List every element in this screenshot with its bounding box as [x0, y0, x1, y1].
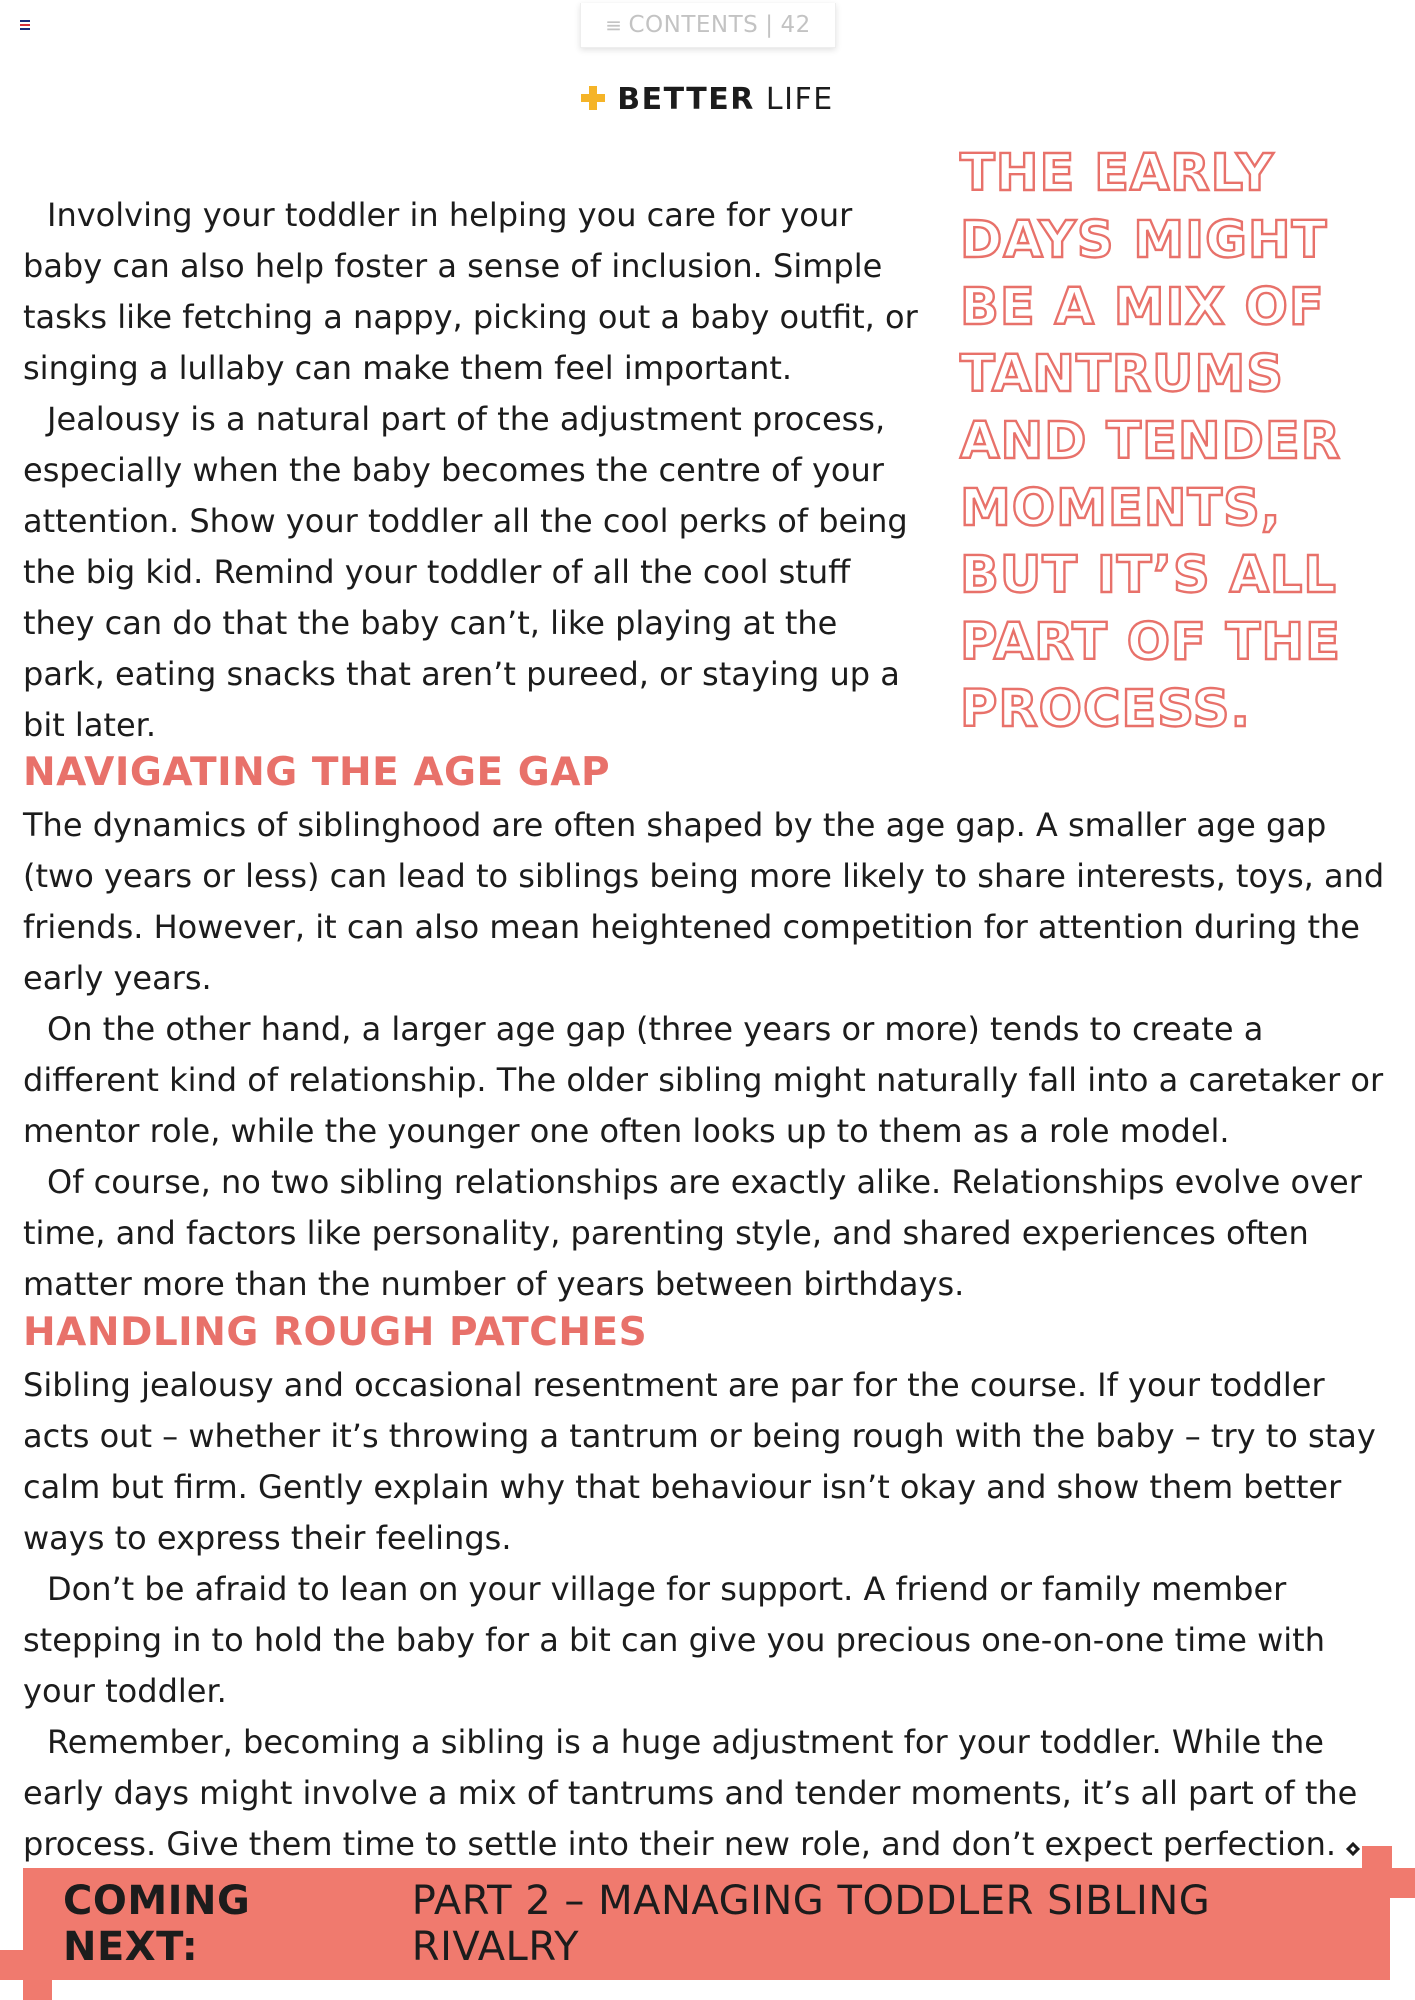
coming-next-banner — [23, 1868, 1390, 1980]
age-gap-heading: NAVIGATING THE AGE GAP — [23, 750, 611, 795]
intro-paragraph-2: Jealousy is a natural part of the adjustment process, especially when the baby becomes the centre of your attention. Show your toddler all the cool perks of being the big kid. Remind your toddler of all the cool stuff they can do that the baby can’t, like playing at the park, eating snacks that aren’t pureed, or staying up a bit later. — [23, 400, 908, 744]
contents-button[interactable] — [580, 3, 836, 48]
rough-patches-heading: HANDLING ROUGH PATCHES — [23, 1310, 648, 1355]
coming-next-title: PART 2 – MANAGING TODDLER SIBLING RIVALRY — [411, 1878, 1211, 1970]
separator: | — [765, 12, 774, 38]
intro-column — [23, 190, 928, 751]
publication-flag-icon — [20, 20, 30, 30]
age-gap-section — [23, 746, 1398, 1310]
banner-decoration — [0, 1980, 23, 2000]
age-gap-paragraph-1: The dynamics of siblinghood are often shaped by the age gap. A smaller age gap (two years or less) can lead to siblings being more likely to share interests, toys, and friends. However, it can also mean heightened competition for attention during the early years. — [23, 806, 1385, 997]
rough-patches-paragraph-1: Sibling jealousy and occasional resentment are par for the course. If your toddler acts out – whether it’s throwing a tantrum or being rough with the baby – try to stay calm but firm. Gently explain why that behaviour isn’t okay and show them better ways to express their feelings. — [23, 1366, 1376, 1557]
intro-paragraph-1: Involving your toddler in helping you care for your baby can also help foster a sense of inclusion. Simple tasks like fetching a nappy, picking out a baby outfit, or singing a lullaby can make them feel important. — [23, 196, 918, 387]
coming-next-label: COMING NEXT: — [63, 1878, 251, 1970]
plus-icon — [581, 86, 605, 110]
rough-patches-section — [23, 1306, 1398, 1870]
end-mark-icon — [1346, 1842, 1360, 1856]
pull-quote: THE EARLY DAYS MIGHT BE A MIX OF TANTRUMS AND TENDER MOMENTS, BUT IT’S ALL PART OF THE PROCESS. — [960, 144, 1341, 739]
contents-label: CONTENTS — [628, 12, 759, 38]
age-gap-paragraph-2: On the other hand, a larger age gap (three years or more) tends to create a different kind of relationship. The older sibling might naturally fall into a caretaker or mentor role, while the younger one often looks up to them as a role model. — [23, 1010, 1384, 1150]
rough-patches-paragraph-3-text: Remember, becoming a sibling is a huge adjustment for your toddler. While the early days might involve a mix of tantrums and tender moments, it’s all part of the process. Give them time to settle into their new role, and don’t expect perfection. — [23, 1723, 1358, 1863]
page-number: 42 — [780, 12, 811, 38]
rough-patches-paragraph-2: Don’t be afraid to lean on your village for support. A friend or family member stepping in to hold the baby for a bit can give you precious one-on-one time with your toddler. — [23, 1570, 1325, 1710]
age-gap-paragraph-3: Of course, no two sibling relationships are exactly alike. Relationships evolve over time, and factors like personality, parenting style, and shared experiences often matter more than the number of years between birthdays. — [23, 1163, 1362, 1303]
brand-light: LIFE — [765, 82, 834, 117]
rough-patches-paragraph-3 — [23, 1717, 1398, 1870]
menu-icon: ≡ — [605, 13, 623, 37]
brand-bold: BETTER — [617, 82, 755, 117]
section-header — [0, 82, 1415, 117]
